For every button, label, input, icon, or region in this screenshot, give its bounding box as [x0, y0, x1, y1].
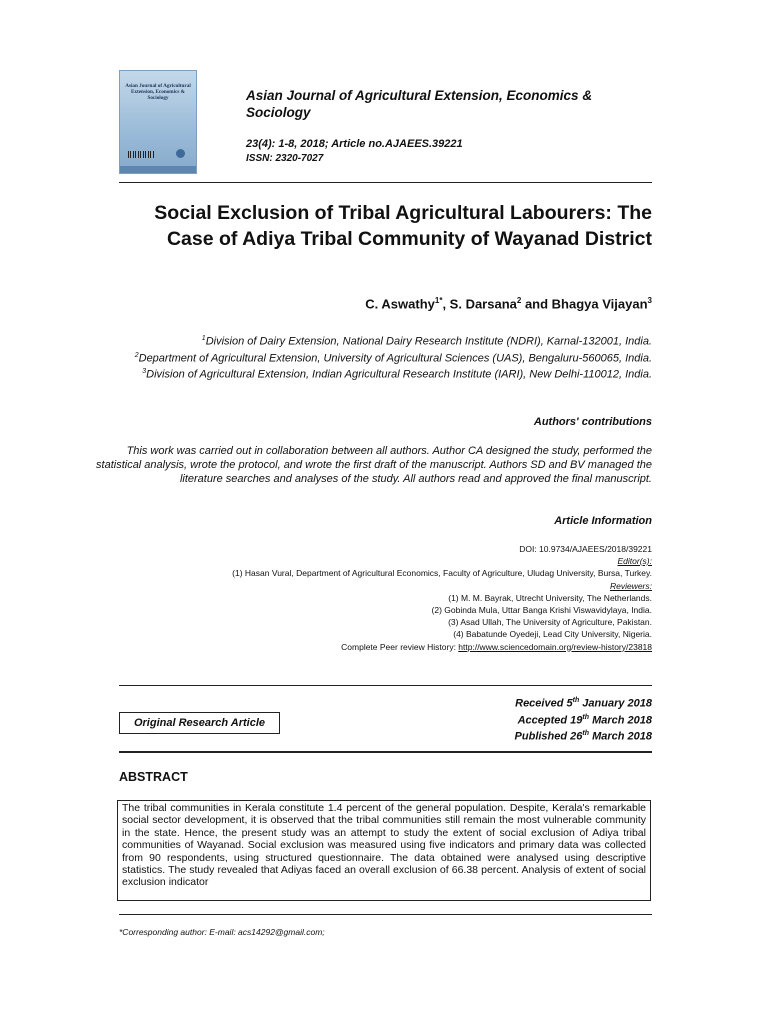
accepted-date: Accepted 19th March 2018 [517, 713, 652, 727]
article-type-badge: Original Research Article [119, 712, 280, 734]
journal-cover-image [119, 70, 197, 174]
published-date: Published 26th March 2018 [514, 730, 652, 743]
article-info-heading: Article Information [554, 515, 652, 527]
publication-dates [515, 694, 652, 744]
author-name: S. Darsana [449, 296, 517, 312]
editors-label: Editor(s): [617, 556, 652, 567]
author-name: C. Aswathy [365, 296, 435, 312]
cover-title: Asian Journal of Agricultural Extension, Economics & Sociology [125, 83, 191, 101]
reviewer-item: (1) M. M. Bayrak, Utrecht University, The Netherlands. [448, 592, 652, 603]
peer-review-history: Complete Peer review History: http://www.sciencedomain.org/review-history/23818 [341, 641, 652, 652]
reviewer-item: (4) Babatunde Oyedeji, Lead City University, Nigeria. [453, 629, 652, 640]
reviewer-item: (3) Asad Ullah, The University of Agriculture, Pakistan. [448, 617, 652, 628]
article-title: Social Exclusion of Tribal Agricultural Labourers: The Case of Adiya Tribal Community of Wayanad District [154, 202, 652, 250]
journal-name: Asian Journal of Agricultural Extension, Economics & Sociology [246, 88, 593, 120]
affiliations [92, 332, 652, 382]
header-divider [119, 182, 652, 183]
abstract-divider [119, 751, 652, 753]
doi: DOI: 10.9734/AJAEES/2018/39221 [519, 544, 652, 554]
volume-info: 23(4): 1-8, 2018; Article no.AJAEES.39221 [246, 138, 463, 150]
author-name: Bhagya Vijayan [551, 296, 648, 312]
barcode-icon [128, 151, 154, 158]
abstract-heading: ABSTRACT [119, 770, 188, 784]
received-date: Received 5th January 2018 [515, 697, 652, 710]
affiliation-item: $^1$Division of Dairy Extension, National Dairy Research Institute (NDRI), Karnal-132001, India. [201, 335, 652, 348]
author-list: C. Aswathy$^{1*}$, S. Darsana$^2$ and Bhagya Vijayan$^3$ [365, 296, 652, 312]
contributions-text: This work was carried out in collaboration between all authors. Author CA designed the study, performed the statistical analysis, wrote the protocol, and wrote the first draft of the manuscript. Authors SD and BV managed the literature searches and analyses of the study. All authors read and approved the final manuscript. [96, 445, 652, 485]
reviewers-label: Reviewers: [609, 580, 652, 591]
info-divider [119, 685, 652, 686]
publisher-logo-icon [176, 149, 185, 158]
contributions-heading: Authors' contributions [533, 416, 652, 428]
abstract-text: The tribal communities in Kerala constitute 1.4 percent of the general population. Despite, Kerala's remarkable social sector development, it is observed that the tribal communities still remain the most vulnerable community in the state. Hence, the present study was an attempt to study the extent of social exclusion of Adiya tribal communities of Wayanad. Social exclusion was measured using five indicators and primary data was collected from 90 respondents, using structured questionnaire. The data obtained were analysed using descriptive statistics. The study revealed that Adiyas faced an overall exclusion of 66.38 percent. Analysis of extent of social exclusion indicator [117, 800, 651, 901]
affiliation-item: $^2$Department of Agricultural Extension, University of Agricultural Sciences (UAS), Bengaluru-560065, India. [134, 351, 652, 365]
peer-review-link[interactable]: http://www.sciencedomain.org/review-history/23818 [458, 641, 652, 652]
corresponding-author-footnote: *Corresponding author: E-mail: acs14292@gmail.com; [119, 927, 325, 937]
issn: ISSN: 2320-7027 [246, 153, 324, 164]
affiliation-item: $^3$Division of Agricultural Extension, Indian Agricultural Research Institute (IARI), New Delhi-110012, India. [142, 368, 652, 381]
footnote-divider [119, 914, 652, 915]
editor-item: (1) Hasan Vural, Department of Agricultural Economics, Faculty of Agriculture, Uludag University, Bursa, Turkey. [232, 568, 652, 579]
reviewer-item: (2) Gobinda Mula, Uttar Banga Krishi Viswavidylaya, India. [431, 605, 652, 616]
article-info [92, 543, 652, 653]
